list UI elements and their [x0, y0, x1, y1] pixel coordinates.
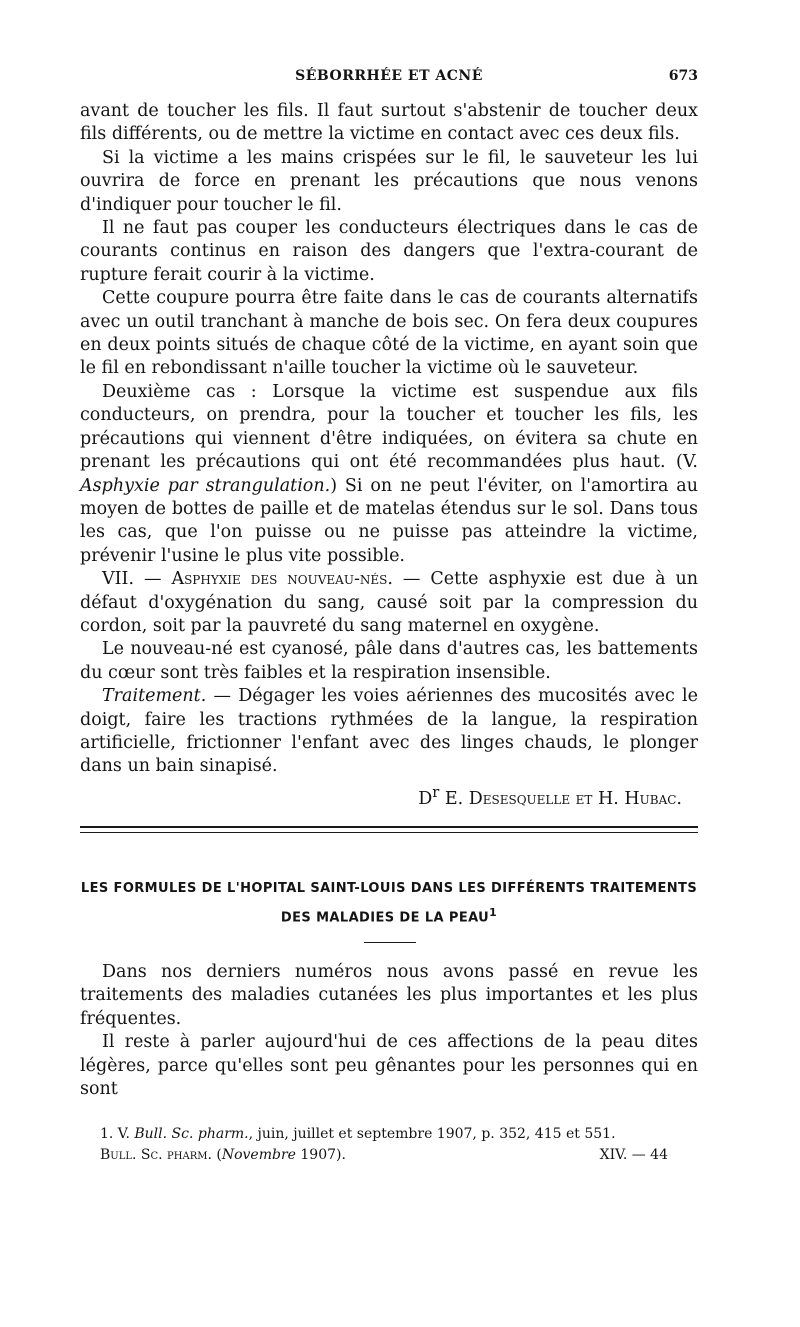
running-title: SÉBORRHÉE ET ACNÉ: [295, 68, 483, 84]
divider-rule-thin: [80, 832, 698, 833]
citation-text: 1907).: [295, 1147, 346, 1163]
text-run: — Cette asphyxie est due à un défaut d'oxygénation du sang, causé soit par la compression du cordon, soit par la pauvreté du sang maternel en oxygène.: [80, 569, 699, 636]
article-title-line-1: LES FORMULES DE L'HOPITAL SAINT-LOUIS DANS LES DIFFÉRENTS TRAITEMENTS: [80, 881, 698, 896]
footnotes: [80, 1124, 698, 1166]
text-run: Deuxième cas : Lorsque la victime est suspendue aux fils conducteurs, on prendra, pour la toucher et toucher les fils, les précautions qui viennent d'être indiquées, on évitera sa chute en prenant les précautions qui ont été recommandées plus haut. (V.: [80, 381, 698, 473]
footnote-text: , juin, juillet et septembre 1907, p. 352, 415 et 551.: [248, 1126, 616, 1142]
paragraph: Le nouveau-né est cyanosé, pâle dans d'autres cas, les battements du cœur sont très faibles et la respiration insensible.: [80, 639, 698, 683]
divider-rule-thick: [80, 826, 698, 828]
paragraph: Dans nos derniers numéros nous avons passé en revue les traitements des maladies cutanées les plus importantes et les plus fréquentes.: [80, 962, 698, 1029]
article-body-section: [80, 100, 698, 811]
signature-superscript: r: [432, 783, 440, 801]
footnote-1: [80, 1124, 698, 1145]
page-footer: [80, 1145, 698, 1166]
footnote-marker: 1: [489, 906, 498, 919]
section-numeral: VII. —: [102, 569, 172, 590]
citation-text: Bull. Sc. pharm. (: [100, 1147, 222, 1163]
article-title: [80, 877, 698, 930]
signature-names: E. Desesquelle et H. Hubac.: [439, 788, 682, 809]
title-text: DES MALADIES DE LA PEAU: [280, 910, 490, 926]
signature-prefix: D: [418, 788, 433, 809]
article-body: [80, 961, 698, 1101]
article-title-line-2: [80, 901, 698, 930]
text-run: ) Si on ne peut l'éviter, on l'amortira au moyen de bottes de paille et de matelas étendus sur le sol. Dans tous les cas, que l'on puisse ou ne puisse pas atteindre la victime, prévenir l'usine le plus vite possible.: [80, 475, 698, 566]
section-heading: Asphyxie des nouveau-nés.: [171, 569, 393, 590]
section-divider: [80, 826, 698, 833]
author-signature: [80, 781, 698, 811]
paragraph: Cette coupure pourra être faite dans le cas de courants alternatifs avec un outil tranchant à manche de bois sec. On fera deux coupures en deux points situés de chaque côté de la victime, en ayant soin que le fil en rebondissant n'aille toucher la victime où le sauveteur.: [80, 288, 698, 379]
footnote-mark: 1. V.: [100, 1126, 135, 1142]
signature-mark: XIV. — 44: [599, 1147, 668, 1163]
page-number: 673: [668, 68, 698, 84]
text-run: — Dégager les voies aériennes des mucosités avec le doigt, faire les tractions rythmées de la langue, la respiration artificielle, frictionner l'enfant avec des linges chauds, le plonger dans un bain sinapisé.: [80, 686, 698, 777]
paragraph-second-case: [80, 381, 698, 568]
citation-month: Novembre: [221, 1147, 296, 1163]
paragraph: Il ne faut pas couper les conducteurs électriques dans le cas de courants continus en raison des dangers que l'extra-courant de rupture ferait courir à la victime.: [80, 218, 698, 285]
treatment-paragraph: [80, 685, 698, 779]
treatment-label: Traitement.: [102, 686, 207, 707]
footnote-journal: Bull. Sc. pharm.: [134, 1126, 249, 1142]
cross-reference: Asphyxie par strangulation.: [80, 475, 331, 496]
paragraph: Si la victime a les mains crispées sur le fil, le sauveteur les lui ouvrira de force en prenant les précautions que nous venons d'indiquer pour toucher le fil.: [80, 147, 698, 215]
paragraph: avant de toucher les fils. Il faut surtout s'abstenir de toucher deux fils différents, ou de mettre la victime en contact avec ces deux fils.: [80, 101, 698, 145]
paragraph: Il reste à parler aujourd'hui de ces affections de la peau dites légères, parce qu'elles sont peu gênantes pour les personnes qui en sont: [80, 1032, 698, 1100]
running-header: [80, 68, 698, 90]
journal-citation: [100, 1145, 346, 1166]
title-underline-rule: [364, 942, 416, 943]
section-heading-paragraph: [80, 568, 698, 638]
